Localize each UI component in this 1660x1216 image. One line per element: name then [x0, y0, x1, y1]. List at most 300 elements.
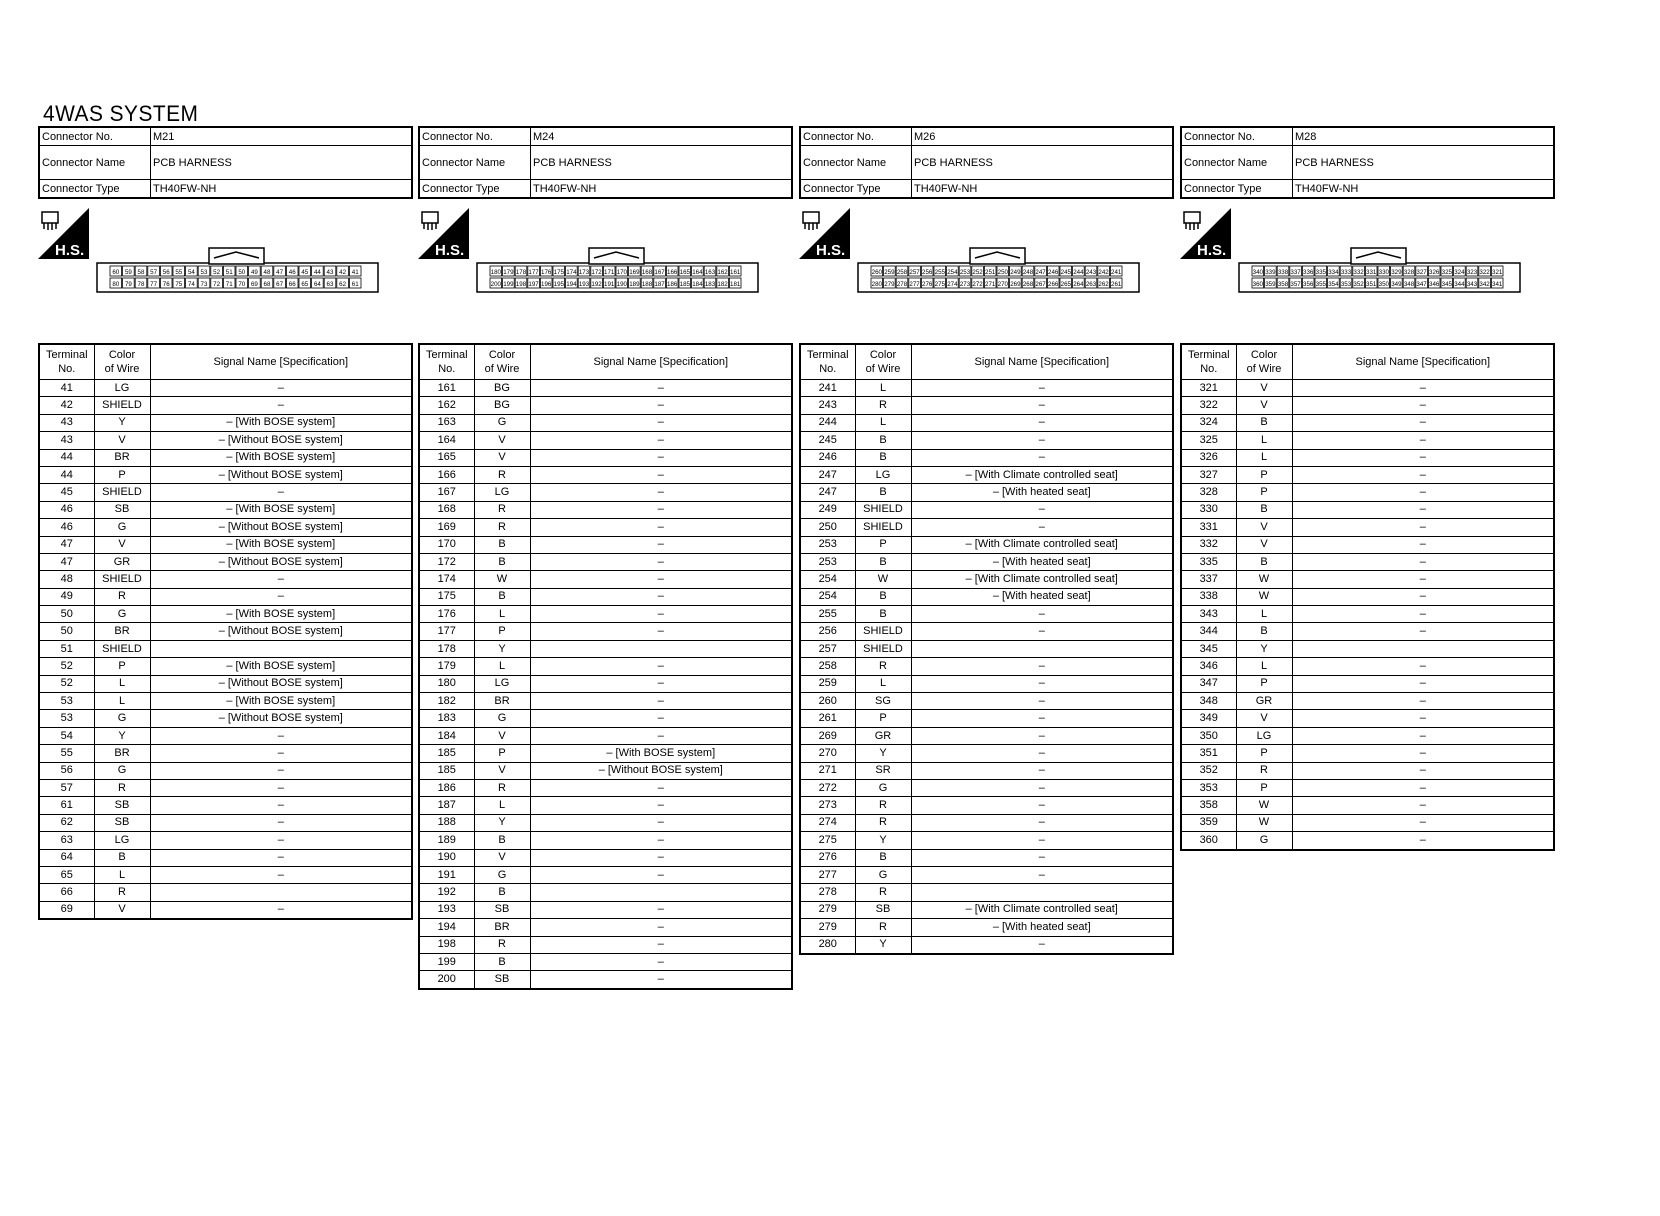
signal-name: – [1292, 484, 1554, 501]
table-row [1181, 449, 1554, 466]
pin-number: 188 [641, 281, 653, 288]
wire-color: B [1236, 501, 1292, 518]
pin-number: 184 [692, 281, 703, 288]
hs-harness-side-icon [799, 208, 850, 259]
wire-color: R [474, 466, 530, 483]
table-row [1181, 484, 1554, 501]
pin-number: 71 [225, 281, 233, 288]
pin-number: 326 [1429, 269, 1440, 276]
pin-number: 164 [692, 269, 703, 276]
pin-number: 43 [326, 269, 334, 276]
signal-name: – [530, 658, 792, 675]
terminal-number: 273 [800, 797, 855, 814]
table-row [800, 484, 1173, 501]
table-row [419, 553, 792, 570]
table-row [800, 380, 1173, 397]
pin-number: 246 [1048, 269, 1059, 276]
pin-number: 360 [1252, 281, 1263, 288]
wire-color: V [94, 432, 150, 449]
table-row [39, 484, 412, 501]
pin-number: 356 [1303, 281, 1314, 288]
wire-color: BR [474, 693, 530, 710]
wire-color: B [855, 606, 911, 623]
signal-name [530, 884, 792, 901]
pin-number: 73 [200, 281, 208, 288]
pin-number: 274 [947, 281, 958, 288]
table-row [800, 397, 1173, 414]
terminal-number: 182 [419, 693, 474, 710]
wire-color-header: Color of Wire [855, 344, 911, 380]
signal-name: – [1292, 745, 1554, 762]
terminal-number: 271 [800, 762, 855, 779]
terminal-number: 51 [39, 640, 94, 657]
table-row [39, 553, 412, 570]
wire-color: W [1236, 797, 1292, 814]
wire-color: R [94, 884, 150, 901]
table-row [1181, 466, 1554, 483]
terminal-number: 253 [800, 536, 855, 553]
table-row [1181, 397, 1554, 414]
hs-harness-side-icon [418, 208, 469, 259]
terminal-number: 43 [39, 432, 94, 449]
wire-color: B [474, 953, 530, 970]
page-title: 4WAS SYSTEM [43, 101, 199, 126]
terminal-number: 57 [39, 779, 94, 796]
pin-number: 199 [503, 281, 514, 288]
connector-name-label: Connector Name [39, 146, 151, 180]
signal-name: – [530, 797, 792, 814]
table-row [1181, 658, 1554, 675]
signal-name: – [With heated seat] [911, 484, 1173, 501]
signal-name: – [150, 814, 412, 831]
wire-color: Y [855, 936, 911, 954]
connector-number-value: M24 [531, 127, 793, 146]
terminal-number: 69 [39, 901, 94, 919]
terminal-number: 187 [419, 797, 474, 814]
connector-type-value: TH40FW-NH [531, 180, 793, 199]
signal-name: – [1292, 519, 1554, 536]
terminal-number: 44 [39, 466, 94, 483]
connector-wires-glyph [424, 223, 436, 230]
signal-name: – [With heated seat] [911, 553, 1173, 570]
wire-color: R [474, 519, 530, 536]
pin-number: 265 [1060, 281, 1071, 288]
pin-number: 254 [947, 269, 958, 276]
table-row [39, 536, 412, 553]
wire-color: V [94, 901, 150, 919]
connector-wires-glyph [805, 223, 817, 230]
hs-harness-side-icon [38, 208, 89, 259]
connector-type-value: TH40FW-NH [1293, 180, 1555, 199]
wire-color: Y [94, 727, 150, 744]
terminal-number: 360 [1181, 832, 1236, 850]
table-row [800, 919, 1173, 936]
wire-color: LG [94, 832, 150, 849]
wire-color: SB [474, 971, 530, 989]
wire-color: G [1236, 832, 1292, 850]
terminal-number: 352 [1181, 762, 1236, 779]
wire-color: V [474, 849, 530, 866]
table-row [39, 640, 412, 657]
pin-number: 251 [985, 269, 996, 276]
table-row [1181, 745, 1554, 762]
signal-name: – [1292, 779, 1554, 796]
pin-number: 175 [553, 269, 564, 276]
table-row [1181, 797, 1554, 814]
pin-number: 358 [1277, 281, 1289, 288]
signal-name: – [With BOSE system] [530, 745, 792, 762]
pin-number: 165 [679, 269, 690, 276]
terminal-number: 274 [800, 814, 855, 831]
pin-number: 340 [1252, 269, 1263, 276]
table-row [39, 397, 412, 414]
pin-number: 55 [175, 269, 183, 276]
pin-number: 78 [137, 281, 145, 288]
terminal-number: 63 [39, 832, 94, 849]
table-row [419, 519, 792, 536]
terminal-no-header: Terminal No. [39, 344, 94, 380]
pin-number: 272 [972, 281, 983, 288]
table-row [39, 745, 412, 762]
pin-number: 76 [162, 281, 170, 288]
pin-number: 357 [1290, 281, 1301, 288]
pin-number: 77 [150, 281, 158, 288]
wire-color: B [474, 884, 530, 901]
connector-number-value: M26 [912, 127, 1174, 146]
table-row [419, 449, 792, 466]
signal-name: – [With BOSE system] [150, 449, 412, 466]
pin-number: 245 [1060, 269, 1071, 276]
terminal-number: 349 [1181, 710, 1236, 727]
pin-number: 275 [934, 281, 945, 288]
wire-color: V [474, 449, 530, 466]
table-row [419, 849, 792, 866]
terminal-number: 250 [800, 519, 855, 536]
wire-color: P [94, 466, 150, 483]
wire-color: B [474, 588, 530, 605]
pin-number: 174 [566, 269, 577, 276]
pin-number: 253 [959, 269, 971, 276]
signal-name: – [530, 901, 792, 918]
pin-number: 331 [1366, 269, 1377, 276]
terminal-number: 269 [800, 727, 855, 744]
signal-name: – [911, 936, 1173, 954]
signal-name-header: Signal Name [Specification] [911, 344, 1173, 380]
signal-name: – [With Climate controlled seat] [911, 466, 1173, 483]
terminal-number: 247 [800, 484, 855, 501]
table-row [800, 432, 1173, 449]
terminal-number: 46 [39, 519, 94, 536]
pin-number: 69 [250, 281, 258, 288]
signal-name: – [1292, 727, 1554, 744]
terminal-number: 277 [800, 866, 855, 883]
terminal-number: 254 [800, 571, 855, 588]
table-row [39, 588, 412, 605]
signal-name: – [1292, 797, 1554, 814]
table-row [39, 866, 412, 883]
wire-color: SB [474, 901, 530, 918]
table-row [800, 762, 1173, 779]
pin-number: 192 [591, 281, 602, 288]
signal-name: – [530, 936, 792, 953]
pin-number: 262 [1098, 281, 1109, 288]
connector-number-label: Connector No. [1181, 127, 1293, 146]
pin-number: 336 [1303, 269, 1314, 276]
terminal-number: 184 [419, 727, 474, 744]
signal-name: – [With BOSE system] [150, 693, 412, 710]
connector-type-label: Connector Type [1181, 180, 1293, 199]
signal-name: – [1292, 606, 1554, 623]
connector-name-value: PCB HARNESS [151, 146, 413, 180]
pin-number: 79 [124, 281, 132, 288]
pin-number: 49 [250, 269, 258, 276]
connector-number-value: M28 [1293, 127, 1555, 146]
pin-number: 51 [225, 269, 233, 276]
signal-name: – [530, 779, 792, 796]
table-row [419, 745, 792, 762]
wire-color: B [1236, 553, 1292, 570]
wire-color-header: Color of Wire [94, 344, 150, 380]
pin-number: 255 [934, 269, 945, 276]
wire-color: B [1236, 623, 1292, 640]
wire-color: BG [474, 397, 530, 414]
wire-color: R [855, 797, 911, 814]
connector-name-label: Connector Name [419, 146, 531, 180]
terminal-number: 343 [1181, 606, 1236, 623]
terminal-number: 259 [800, 675, 855, 692]
signal-name: – [530, 849, 792, 866]
wire-color: LG [94, 380, 150, 397]
signal-name: – [530, 466, 792, 483]
wire-color: SHIELD [94, 571, 150, 588]
signal-name [1292, 640, 1554, 657]
terminal-number: 328 [1181, 484, 1236, 501]
signal-name [530, 640, 792, 657]
signal-name: – [With Climate controlled seat] [911, 901, 1173, 918]
signal-name: – [911, 779, 1173, 796]
wire-color: BR [94, 449, 150, 466]
signal-name: – [150, 745, 412, 762]
pin-number: 59 [124, 269, 132, 276]
table-row [800, 936, 1173, 954]
wire-color: BR [94, 745, 150, 762]
wire-color: SHIELD [94, 484, 150, 501]
table-row [1181, 571, 1554, 588]
terminal-number: 276 [800, 849, 855, 866]
table-row [800, 866, 1173, 883]
wire-color: W [855, 571, 911, 588]
table-row [419, 971, 792, 989]
table-row [800, 640, 1173, 657]
pin-number: 342 [1479, 281, 1490, 288]
table-row [800, 466, 1173, 483]
terminal-number: 188 [419, 814, 474, 831]
connector-info-table [418, 126, 793, 199]
pin-number: 279 [884, 281, 895, 288]
pin-number: 252 [972, 269, 983, 276]
pin-number: 244 [1073, 269, 1084, 276]
wire-color: B [855, 449, 911, 466]
terminal-number: 359 [1181, 814, 1236, 831]
pin-number: 323 [1466, 269, 1478, 276]
pin-number: 54 [187, 269, 195, 276]
table-row [1181, 675, 1554, 692]
pin-number: 329 [1391, 269, 1402, 276]
table-row [419, 640, 792, 657]
table-row [39, 606, 412, 623]
wire-color-header: Color of Wire [474, 344, 530, 380]
signal-name: – [150, 484, 412, 501]
terminal-number: 45 [39, 484, 94, 501]
pin-number: 194 [566, 281, 577, 288]
signal-name: – [150, 901, 412, 919]
table-row [39, 693, 412, 710]
pin-number: 346 [1429, 281, 1440, 288]
table-row [800, 779, 1173, 796]
wire-color: R [1236, 762, 1292, 779]
pin-number: 50 [238, 269, 246, 276]
connector-number-value: M21 [151, 127, 413, 146]
terminal-number: 247 [800, 466, 855, 483]
pin-number: 271 [985, 281, 996, 288]
pin-number: 335 [1315, 269, 1326, 276]
table-row [1181, 588, 1554, 605]
pin-number: 62 [339, 281, 347, 288]
pin-number: 183 [704, 281, 716, 288]
pin-number: 268 [1022, 281, 1034, 288]
wire-color: P [1236, 484, 1292, 501]
signal-name: – [150, 866, 412, 883]
pin-number: 65 [301, 281, 309, 288]
signal-name: – [911, 745, 1173, 762]
wire-color: R [855, 919, 911, 936]
wire-color: B [474, 553, 530, 570]
pin-number: 181 [730, 281, 741, 288]
connector-wires-glyph [1186, 223, 1198, 230]
table-row [800, 536, 1173, 553]
hs-badge-text: H.S. [435, 242, 465, 259]
pin-number: 242 [1098, 269, 1109, 276]
pin-number: 47 [276, 269, 284, 276]
wire-color: Y [1236, 640, 1292, 657]
terminal-number: 198 [419, 936, 474, 953]
table-row [800, 710, 1173, 727]
terminal-number: 245 [800, 432, 855, 449]
connector-panel-m24 [418, 126, 793, 990]
table-row [39, 519, 412, 536]
wire-color: P [1236, 466, 1292, 483]
table-row [419, 675, 792, 692]
wire-color: P [474, 623, 530, 640]
table-row [419, 571, 792, 588]
connector-face-diagram [1238, 246, 1521, 293]
terminal-number: 48 [39, 571, 94, 588]
terminal-number: 177 [419, 623, 474, 640]
wire-color: BG [474, 380, 530, 397]
signal-name: – [150, 849, 412, 866]
signal-name: – [150, 762, 412, 779]
terminal-number: 50 [39, 606, 94, 623]
wire-color: V [1236, 397, 1292, 414]
terminal-number: 175 [419, 588, 474, 605]
terminal-number: 275 [800, 832, 855, 849]
signal-name: – [With BOSE system] [150, 536, 412, 553]
wire-color: SHIELD [855, 623, 911, 640]
pin-number: 263 [1085, 281, 1097, 288]
pin-number: 182 [717, 281, 728, 288]
terminal-number: 199 [419, 953, 474, 970]
wire-color: G [855, 866, 911, 883]
signal-name: – [911, 814, 1173, 831]
table-row [800, 501, 1173, 518]
terminal-number: 64 [39, 849, 94, 866]
table-row [1181, 727, 1554, 744]
signal-name: – [1292, 380, 1554, 397]
pin-number: 273 [959, 281, 971, 288]
terminal-number: 179 [419, 658, 474, 675]
signal-name: – [530, 449, 792, 466]
wire-color: V [1236, 536, 1292, 553]
wire-color: L [855, 675, 911, 692]
pin-number: 177 [528, 269, 539, 276]
pin-number: 179 [503, 269, 514, 276]
wire-color: SR [855, 762, 911, 779]
wire-color: GR [94, 553, 150, 570]
wire-color: SHIELD [94, 640, 150, 657]
wire-color: G [474, 414, 530, 431]
connector-info-table [1180, 126, 1555, 199]
terminal-number: 272 [800, 779, 855, 796]
signal-name: – [Without BOSE system] [150, 553, 412, 570]
terminal-number: 168 [419, 501, 474, 518]
pin-number: 195 [553, 281, 564, 288]
terminal-number: 163 [419, 414, 474, 431]
pin-number: 348 [1403, 281, 1415, 288]
signal-name-header: Signal Name [Specification] [150, 344, 412, 380]
terminal-number: 330 [1181, 501, 1236, 518]
table-row [419, 814, 792, 831]
pin-number: 171 [604, 269, 615, 276]
connector-body-glyph [422, 212, 438, 223]
table-row [39, 466, 412, 483]
table-row [419, 432, 792, 449]
wire-color: B [474, 832, 530, 849]
pin-number: 48 [263, 269, 271, 276]
connector-type-value: TH40FW-NH [912, 180, 1174, 199]
pin-number: 332 [1353, 269, 1364, 276]
wire-color: W [1236, 588, 1292, 605]
connector-wires-glyph [44, 223, 56, 230]
signal-name: – [530, 501, 792, 518]
pin-number: 189 [629, 281, 640, 288]
pin-number: 61 [351, 281, 359, 288]
pin-number: 344 [1454, 281, 1465, 288]
pin-number: 198 [515, 281, 527, 288]
signal-name: – [With BOSE system] [150, 658, 412, 675]
pin-number: 166 [667, 269, 678, 276]
signal-name: – [With heated seat] [911, 919, 1173, 936]
table-row [39, 832, 412, 849]
terminal-number: 169 [419, 519, 474, 536]
connector-name-label: Connector Name [1181, 146, 1293, 180]
terminal-table [1180, 343, 1555, 851]
wire-color: V [94, 536, 150, 553]
table-row [39, 727, 412, 744]
signal-name: – [530, 519, 792, 536]
table-row [800, 588, 1173, 605]
wire-color: GR [1236, 693, 1292, 710]
terminal-number: 55 [39, 745, 94, 762]
